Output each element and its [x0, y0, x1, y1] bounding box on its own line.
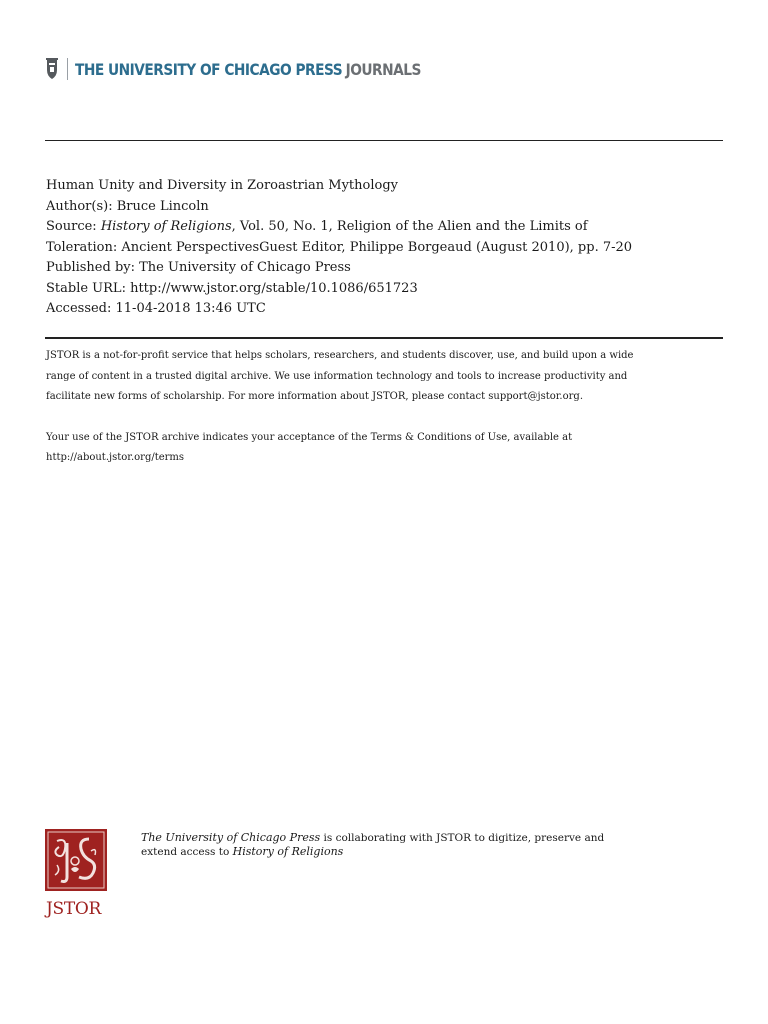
middle-rule: [45, 337, 723, 339]
press-journals: JOURNALS: [345, 59, 421, 79]
stable-url-link[interactable]: http://www.jstor.org/stable/10.1086/651723: [130, 280, 418, 296]
collab-line-2: extend access to History of Religions: [141, 845, 344, 858]
jstor-logo: [45, 829, 107, 919]
source-line: Source: History of Religions, Vol. 50, No. 1, Religion of the Alien and the Limits of: [46, 219, 588, 234]
collaboration-note: [141, 831, 701, 859]
citation-block: [46, 176, 726, 320]
author-line: Author(s): Bruce Lincoln: [46, 198, 209, 214]
collab-line-1: The University of Chicago Press is collaborating with JSTOR to digitize, preserve and: [141, 831, 605, 844]
article-title: Human Unity and Diversity in Zoroastrian Mythology: [46, 178, 398, 193]
notice-line-2: range of content in a trusted digital archive. We use information technology and tools to increase productivity and: [46, 370, 628, 382]
press-logo: [45, 56, 477, 82]
jstor-logo-icon: [45, 829, 107, 891]
jstor-notice: [46, 346, 726, 469]
terms-line: Your use of the JSTOR archive indicates your acceptance of the Terms & Conditions of Use, available at: [46, 431, 573, 443]
journal-name: History of Religions: [100, 219, 232, 234]
terms-link[interactable]: http://about.jstor.org/terms: [46, 452, 185, 463]
university-shield-icon: [45, 58, 59, 80]
press-name: THE UNIVERSITY OF CHICAGO PRESS JOURNALS: [75, 59, 421, 79]
published-by: Published by: The University of Chicago Press: [46, 260, 351, 275]
top-rule: [45, 140, 723, 141]
jstor-wordmark: JSTOR: [46, 899, 102, 919]
accessed-line: Accessed: 11-04-2018 13:46 UTC: [46, 301, 266, 316]
logo-divider: [67, 58, 68, 80]
journal-name-footer: History of Religions: [232, 845, 344, 858]
stable-url-line: Stable URL: http://www.jstor.org/stable/10.1086/651723: [46, 280, 418, 296]
publisher-name: The University of Chicago Press: [141, 831, 321, 844]
notice-line-3: facilitate new forms of scholarship. For more information about JSTOR, please contact support@jstor.org.: [46, 391, 583, 402]
notice-line-1: JSTOR is a not-for-profit service that helps scholars, researchers, and students discover, use, and build upon a wide: [46, 350, 634, 361]
source-line-2: Toleration: Ancient PerspectivesGuest Editor, Philippe Borgeaud (August 2010), pp. 7-20: [46, 239, 633, 255]
